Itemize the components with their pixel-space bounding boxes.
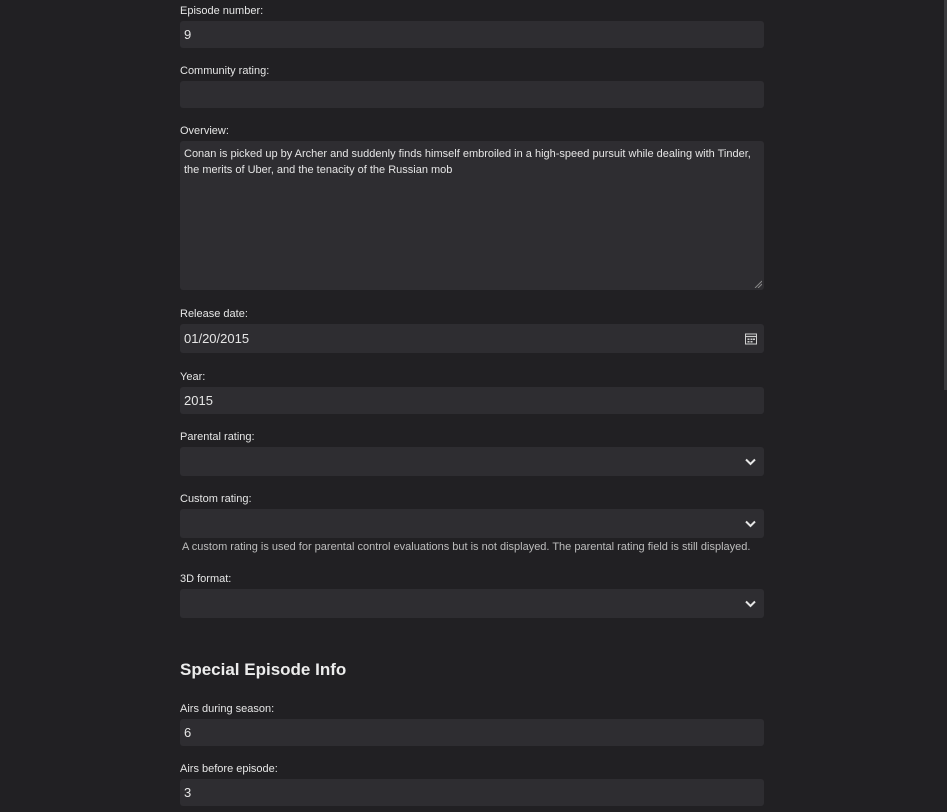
parental-rating-label: Parental rating: <box>180 431 255 443</box>
chevron-down-icon <box>744 517 757 530</box>
airs-before-episode-input[interactable]: 3 <box>180 779 764 806</box>
parental-rating-select[interactable] <box>180 447 764 476</box>
overview-label: Overview: <box>180 125 229 137</box>
3d-format-label: 3D format: <box>180 573 232 585</box>
airs-during-season-label: Airs during season: <box>180 703 275 715</box>
resize-grip-icon[interactable] <box>754 280 762 288</box>
airs-before-episode-label: Airs before episode: <box>180 763 278 775</box>
calendar-icon[interactable] <box>744 332 757 345</box>
custom-rating-select[interactable] <box>180 509 764 538</box>
release-date-label: Release date: <box>180 308 248 320</box>
community-rating-label: Community rating: <box>180 65 270 77</box>
release-date-value: 01/20/2015 <box>184 331 250 346</box>
release-date-input[interactable] <box>180 324 764 353</box>
overview-text: Conan is picked up by Archer and suddenly finds himself embroiled in a high-speed pursuit while dealing with Tinder, the merits of Uber, and the tenacity of the Russian mob <box>184 148 751 176</box>
airs-during-season-input[interactable]: 6 <box>180 719 764 746</box>
chevron-down-icon <box>744 597 757 610</box>
3d-format-select[interactable] <box>180 589 764 618</box>
year-label: Year: <box>180 371 206 383</box>
year-input[interactable]: 2015 <box>180 387 764 414</box>
episode-number-input[interactable]: 9 <box>180 21 764 48</box>
custom-rating-help-text: A custom rating is used for parental control evaluations but is not displayed. The parental rating field is still displayed. <box>182 541 751 553</box>
overview-textarea[interactable] <box>180 141 764 290</box>
community-rating-input[interactable] <box>180 81 764 108</box>
special-episode-heading: Special Episode Info <box>180 660 347 679</box>
custom-rating-label: Custom rating: <box>180 493 252 505</box>
chevron-down-icon <box>744 455 757 468</box>
episode-number-label: Episode number: <box>180 5 264 17</box>
